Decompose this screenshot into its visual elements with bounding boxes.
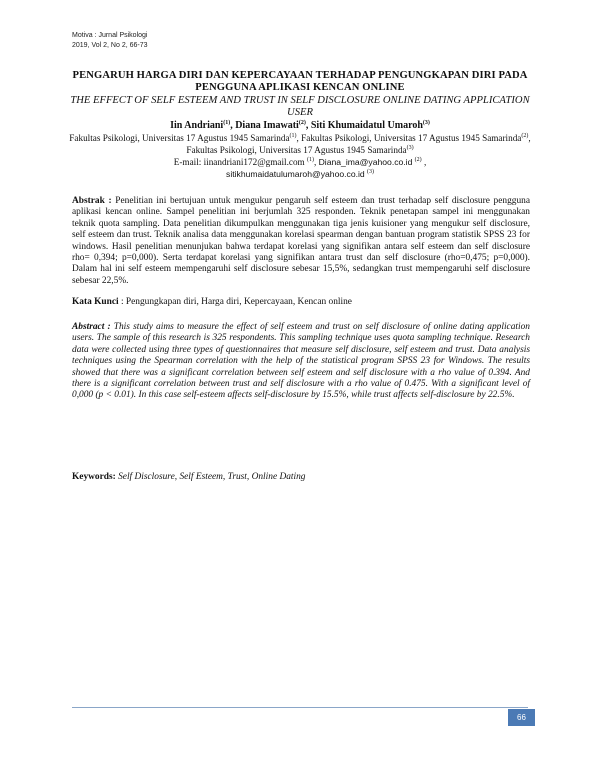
kata-kunci-separator: : [118, 297, 126, 307]
email-1-sup: (1) [307, 157, 314, 163]
paper-title-english: THE EFFECT OF SELF ESTEEM AND TRUST IN SELF DISCLOSURE ONLINE DATING APPLICATION USER [70, 95, 530, 118]
journal-issue: 2019, Vol 2, No 2, 66-73 [72, 42, 148, 49]
abstract-text: This study aims to measure the effect of self esteem and trust on self disclosure of online dating application users. The sample of this research is 325 respondents. This sampling technique uses quota sampling technique. Research data were collected using three types of questionnaires that measure self disclosure, self esteem and trust. Data analysis techniques using the Spearman correlation with the help of the statistical program SPSS 23 for Windows. The results showed that there was a significant correlation between self esteem and self disclosure with a rho value of 0.394. And there is a significant correlation between trust and self disclosure with a rho value of 0.475. With a significant level of 0,000 (p < 0.01). In this case self-esteem affects self-disclosure by 15.5%, while trust affects self-disclosure by 22.5%. [72, 322, 530, 401]
footer-divider [72, 707, 528, 708]
abstrak-label: Abstrak : [72, 196, 112, 206]
affiliation-3-sup: (3) [406, 145, 414, 151]
email-2[interactable]: Diana_ima@yahoo.co.id [318, 157, 413, 167]
page-number-badge: 66 [508, 709, 535, 726]
email-3[interactable]: sitikhumaidatulumaroh@yahoo.co.id [226, 169, 365, 179]
email-1[interactable]: iinandriani172@gmail.com [203, 157, 305, 167]
affiliations [64, 132, 536, 156]
author-sup: (1) [223, 120, 231, 126]
email-2-sup: (2) [414, 157, 422, 163]
affiliation-1-sup: (1) [289, 133, 297, 139]
author-name: Diana Imawati [235, 120, 299, 131]
abstract-label: Abstract : [72, 322, 111, 332]
journal-name: Motiva : Jurnal Psikologi [72, 32, 148, 39]
keywords-text: Self Disclosure, Self Esteem, Trust, Online Dating [118, 472, 306, 482]
author-name: Siti Khumaidatul Umaroh [310, 120, 423, 131]
keywords-section [72, 471, 530, 483]
journal-header [72, 31, 148, 51]
email-label: E-mail: [173, 157, 204, 167]
author-sup: (3) [422, 120, 430, 126]
abstrak-section [72, 196, 530, 287]
email-line: E-mail: iinandriani172@gmail.com $^{(1)}$, Diana_ima@yahoo.co.id $^{(2)}$ , sitikhumaidatulumaroh@yahoo.co.id $^{(3)}$ [173, 157, 427, 179]
affiliation-3: , Fakultas Psikologi, Universitas 17 Agustus 1945 Samarinda [186, 133, 531, 155]
abstrak-text: Penelitian ini bertujuan untuk mengukur pengaruh self esteem dan trust terhadap self disclosure pengguna aplikasi kencan online. Sampel penelitian ini berjumlah 325 responden. Teknik penetapan sampel ini menggunakan teknik quota sampling. Data penelitian dikumpulkan menggunakan tiga jenis kuisioner yang mengukur self disclosure, self esteem dan trust. Teknik analisa data menggunakan korelasi spearman dengan bantuan program statistik SPSS 23 for windows. Hasil penelitian menunjukan bahwa terdapat korelasi yang signifikan antara self esteem dan self disclosure rho= 0,394; p=0,000). Serta terdapat korelasi yang signifikan antara trust dan self disclosure (rho=0,475; p=0,000). Dalam hal ini self esteem mempengaruhi self disclosure sebesar 15,5%, sedangkan trust mempengaruhi self disclosure sebesar 22,5%. [72, 196, 530, 286]
kata-kunci-section [72, 296, 530, 308]
author-separator: , [230, 120, 236, 131]
title-block [64, 70, 536, 180]
kata-kunci-text: Pengungkapan diri, Harga diri, Kepercayaan, Kencan online [125, 297, 352, 307]
affiliation-2-sup: (2) [521, 133, 529, 139]
kata-kunci-label: Kata Kunci [72, 297, 119, 307]
author-name: Iin Andriani [170, 120, 224, 131]
paper-title-indonesian: PENGARUH HARGA DIRI DAN KEPERCAYAAN TERHADAP PENGUNGKAPAN DIRI PADA PENGGUNA APLIKASI KENCAN ONLINE [72, 70, 528, 93]
abstract-english-section [72, 322, 530, 402]
affiliation-2: , Fakultas Psikologi, Universitas 17 Agustus 1945 Samarinda [296, 133, 522, 143]
email-3-sup: (3) [366, 169, 374, 175]
author-list [64, 120, 536, 132]
author-separator: , [305, 120, 311, 131]
affiliation-1: Fakultas Psikologi, Universitas 17 Agustus 1945 Samarinda [69, 133, 290, 143]
author-sup: (2) [298, 120, 306, 126]
keywords-label: Keywords: [72, 472, 116, 482]
